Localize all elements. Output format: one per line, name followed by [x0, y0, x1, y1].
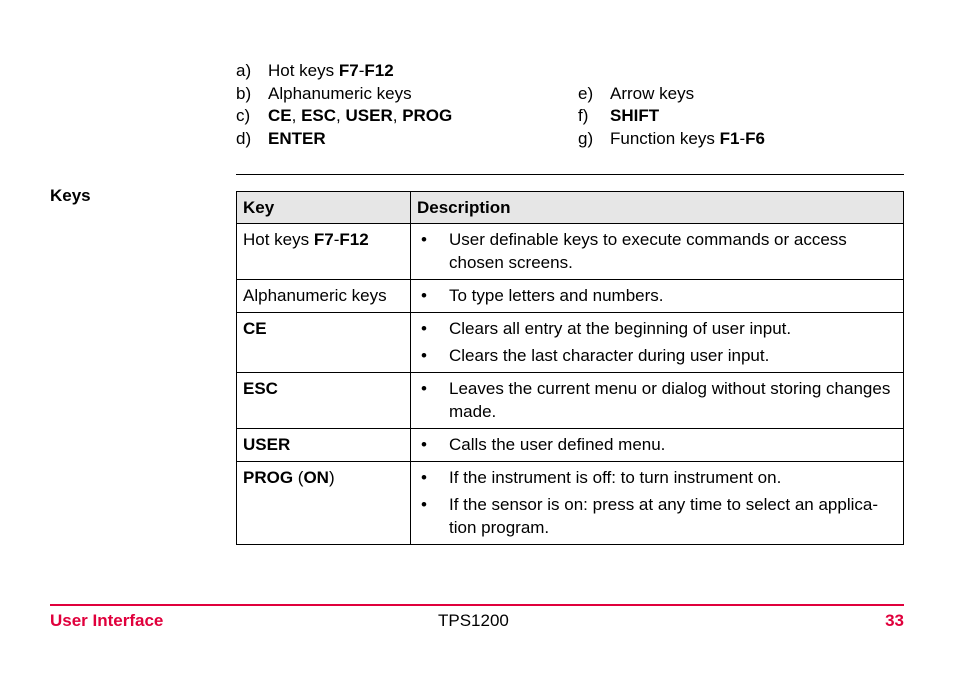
table-row [237, 313, 904, 373]
legend-item-f: f) SHIFT [578, 106, 660, 125]
bullet-item: • User definable keys to execute commands or access chosen screens. [417, 228, 897, 274]
bullet-item: • Clears the last character during user input. [417, 344, 897, 367]
footer-product-name: TPS1200 [438, 611, 509, 630]
table-row [237, 224, 904, 280]
bullet-item: • To type letters and numbers. [417, 284, 897, 307]
bullet-item: • Calls the user defined menu. [417, 433, 897, 456]
footer-rule [50, 604, 904, 606]
column-header-description: Description [411, 192, 904, 224]
table-row [237, 373, 904, 429]
column-header-key: Key [237, 192, 411, 224]
legend-item-c: c) CE, ESC, USER, PROG [236, 106, 453, 125]
key-cell: PROG (ON) [237, 462, 411, 545]
legend-item-d: d) ENTER [236, 129, 326, 148]
section-label: Keys [50, 186, 91, 205]
legend-item-b: b) Alphanumeric keys [236, 84, 412, 103]
legend-item-e: e) Arrow keys [578, 84, 695, 103]
page-number: 33 [885, 611, 904, 630]
footer-chapter-title: User Interface [50, 611, 164, 630]
legend-item-g: g) Function keys F1-F6 [578, 129, 765, 148]
bullet-item: • If the instrument is off: to turn instrument on. [417, 466, 897, 489]
table-row [237, 280, 904, 313]
key-cell: CE [237, 313, 411, 373]
key-cell: Alphanumeric keys [237, 280, 411, 313]
description-cell [411, 462, 904, 545]
table-header-row [237, 192, 904, 224]
description-cell [411, 280, 904, 313]
table-row [237, 429, 904, 462]
legend-item-a: a) Hot keys F7-F12 [236, 61, 394, 80]
description-cell [411, 429, 904, 462]
description-cell [411, 224, 904, 280]
bullet-item: • Leaves the current menu or dialog without storing changes made. [417, 377, 897, 423]
description-cell [411, 373, 904, 429]
key-cell: ESC [237, 373, 411, 429]
section-divider [236, 174, 904, 175]
bullet-item: • Clears all entry at the beginning of user input. [417, 317, 897, 340]
key-cell: USER [237, 429, 411, 462]
table-row [237, 462, 904, 545]
bullet-item: • If the sensor is on: press at any time to select an applica-tion program. [417, 493, 897, 539]
description-cell [411, 313, 904, 373]
keys-table [236, 191, 904, 545]
key-cell: Hot keys F7-F12 [237, 224, 411, 280]
